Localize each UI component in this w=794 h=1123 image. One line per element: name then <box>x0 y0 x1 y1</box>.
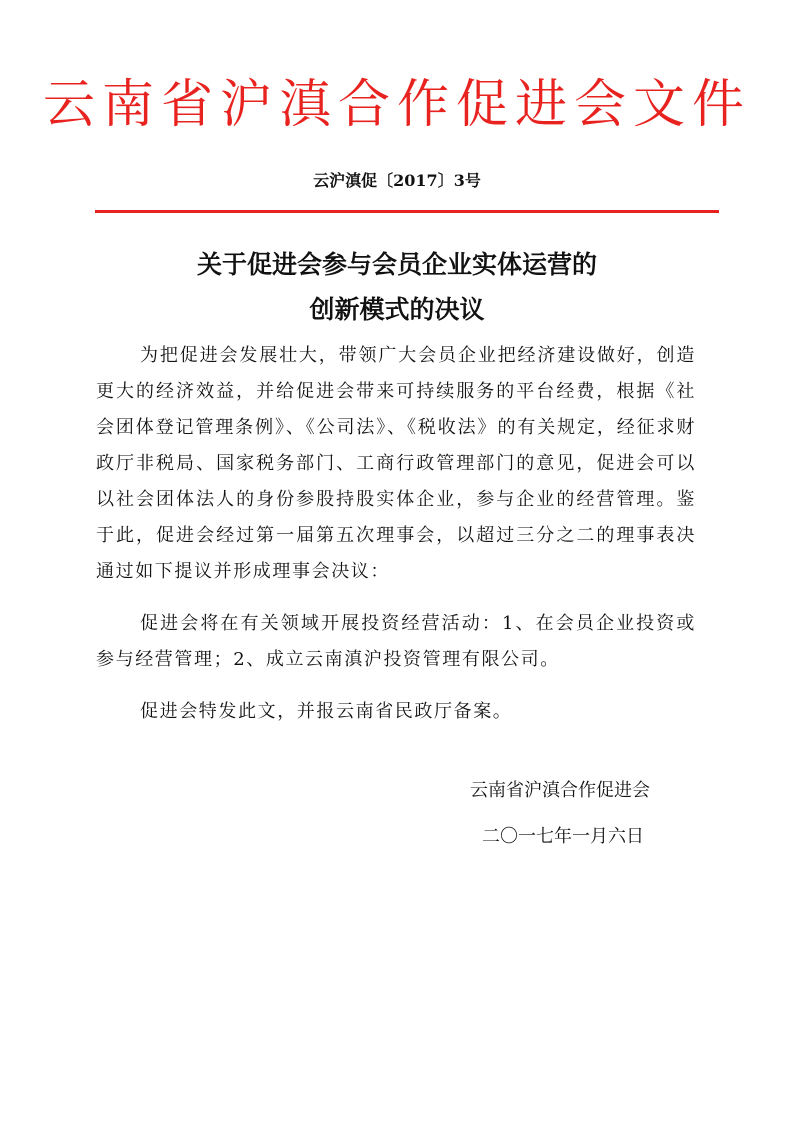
resolution-title <box>0 242 794 332</box>
signature-block <box>470 780 700 848</box>
resolution-title-line-1: 关于促进会参与会员企业实体运营的 <box>196 250 597 279</box>
signature-organization: 云南省沪滇合作促进会 <box>470 780 650 801</box>
document-number: 云沪滇促〔2017〕3号 <box>313 171 481 190</box>
body-paragraph-1: 为把促进会发展壮大，带领广大会员企业把经济建设做好，创造更大的经济效益，并给促进会带来可持续服务的平台经费，根据《社会团体登记管理条例》、《公司法》、《税收法》的有关规定，经征求财政厅非税局、国家税务部门、工商行政管理部门的意见，促进会可以以社会团体法人的身份参股持股实体企业，参与企业的经营管理。鉴于此，促进会经过第一届第五次理事会，以超过三分之二的理事表决通过如下提议并形成理事会决议： <box>96 345 696 582</box>
signature-date: 二〇一七年一月六日 <box>482 826 644 847</box>
document-header-title: 云南省沪滇合作促进会文件 <box>42 75 751 135</box>
resolution-title-line-2: 创新模式的决议 <box>309 295 485 324</box>
resolution-body <box>96 338 696 730</box>
body-paragraph-3: 促进会特发此文，并报云南省民政厅备案。 <box>140 701 513 722</box>
body-paragraph-2: 促进会将在有关领域开展投资经营活动：1、在会员企业投资或参与经营管理；2、成立云南滇沪投资管理有限公司。 <box>96 613 696 670</box>
header-red-divider <box>95 210 719 213</box>
